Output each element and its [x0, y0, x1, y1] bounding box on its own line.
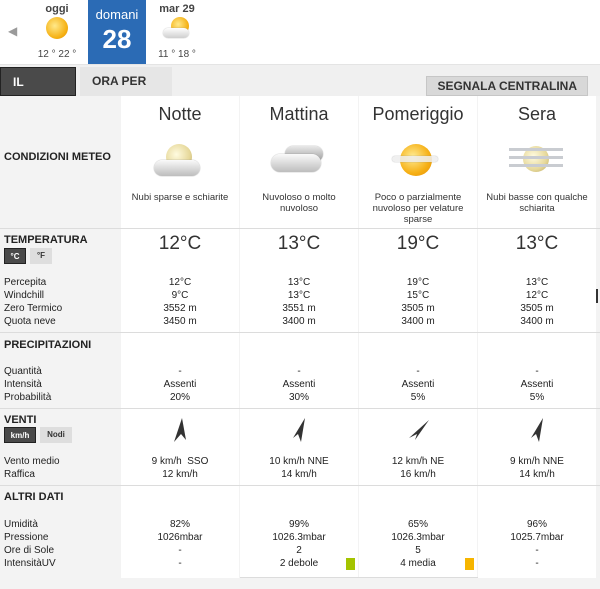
unit-knots-button[interactable]: Nodi [40, 427, 72, 443]
section-other: ALTRI DATI [4, 491, 64, 503]
wind-avg-value: 9 km/h SSO [151, 456, 209, 467]
day-today[interactable] [28, 0, 86, 64]
sun-veiled-icon [386, 140, 450, 184]
sun-icon [46, 17, 68, 39]
forecast-table [0, 96, 600, 589]
label-humidity: Umidità [4, 519, 38, 530]
windchill-value: 13°C [287, 290, 311, 301]
sun-hours-value: 5 [415, 545, 421, 556]
divider [240, 577, 478, 578]
section-wind: VENTI [4, 414, 37, 426]
arrow-up-right-icon [405, 418, 433, 442]
probability-value: 5% [410, 392, 426, 403]
day-tuesday[interactable] [148, 0, 206, 64]
freezing-level-value: 3505 m [401, 303, 435, 314]
divider [0, 408, 600, 409]
clouds-icon [267, 140, 331, 184]
temperature-main: 12°C [158, 233, 202, 254]
label-snow-level: Quota neve [4, 316, 56, 327]
day-temps: 11 ° 18 ° [158, 49, 196, 60]
uv-value: 2 debole [279, 558, 319, 569]
day-number: 28 [102, 24, 132, 54]
humidity-value: 82% [169, 519, 190, 530]
probability-value: 30% [288, 392, 309, 403]
freezing-level-value: 3552 m [163, 303, 197, 314]
gust-value: 12 km/h [162, 469, 198, 480]
wind-avg-value: 12 km/h NE [391, 456, 445, 467]
moon-fog-icon [505, 140, 569, 184]
temperature-main: 19°C [396, 233, 440, 254]
label-probability: Probabilità [4, 392, 52, 403]
snow-level-value: 3400 m [401, 316, 435, 327]
day-selector [0, 0, 600, 64]
label-sun-hours: Ore di Sole [4, 545, 55, 556]
condition-desc: Nuvoloso o molto nuvoloso [262, 192, 336, 214]
wind-avg-value: 9 km/h NNE [510, 456, 564, 467]
uv-value: - [535, 558, 539, 569]
pressure-value: 1026mbar [157, 532, 203, 543]
label-intensity: Intensità [4, 379, 42, 390]
view-tabs [0, 64, 600, 96]
day-name: mar 29 [159, 3, 195, 15]
condition-desc: Nubi basse con qualche schiarita [486, 192, 588, 214]
perceived-value: 13°C [525, 277, 549, 288]
label-wind-avg: Vento medio [4, 456, 60, 467]
uv-level-indicator [465, 558, 474, 570]
unit-celsius-button[interactable]: °C [4, 248, 26, 264]
snow-level-value: 3400 m [520, 316, 554, 327]
section-precipitation: PRECIPITAZIONI [4, 339, 92, 351]
quantity-value: - [535, 366, 539, 377]
humidity-value: 65% [407, 519, 428, 530]
arrow-up-right-icon [527, 416, 547, 444]
gust-value: 14 km/h [281, 469, 317, 480]
snow-level-value: 3450 m [163, 316, 197, 327]
perceived-value: 13°C [287, 277, 311, 288]
freezing-level-value: 3551 m [282, 303, 316, 314]
pressure-value: 1025.7mbar [510, 532, 564, 543]
condition-desc: Nubi sparse e schiarite [131, 192, 229, 203]
label-freezing-level: Zero Termico [4, 303, 63, 314]
day-name: oggi [45, 3, 69, 15]
uv-value: - [178, 558, 182, 569]
perceived-value: 12°C [168, 277, 192, 288]
section-conditions: CONDIZIONI METEO [4, 151, 111, 163]
quantity-value: - [297, 366, 301, 377]
divider [0, 228, 600, 229]
unit-kmh-button[interactable]: km/h [4, 427, 36, 443]
arrow-up-right-icon [289, 416, 309, 444]
label-quantity: Quantità [4, 366, 42, 377]
period-header: Notte [158, 104, 202, 124]
prev-day-icon[interactable]: ◀ [8, 24, 18, 38]
temperature-main: 13°C [515, 233, 559, 254]
period-header: Pomeriggio [372, 104, 464, 124]
humidity-value: 96% [526, 519, 547, 530]
tab-ora-per-ora[interactable]: ORA PER [80, 67, 172, 96]
intensity-value: Assenti [520, 379, 554, 390]
temperature-main: 13°C [277, 233, 321, 254]
day-name: domani [95, 7, 139, 22]
divider [0, 485, 600, 486]
quantity-value: - [178, 366, 182, 377]
uv-level-indicator [346, 558, 355, 570]
probability-value: 20% [169, 392, 190, 403]
gust-value: 16 km/h [400, 469, 436, 480]
label-perceived: Percepita [4, 277, 47, 288]
day-tomorrow-selected[interactable] [88, 0, 146, 64]
condition-desc: Poco o parzialmente nuvoloso per velature sparse [372, 192, 464, 225]
period-header: Sera [517, 104, 557, 124]
intensity-value: Assenti [163, 379, 197, 390]
label-uv: IntensitàUV [4, 558, 56, 569]
divider [0, 332, 600, 333]
period-header: Mattina [269, 104, 329, 124]
label-gust: Raffica [4, 469, 35, 480]
unit-fahrenheit-button[interactable]: °F [30, 248, 52, 264]
sun-hours-value: - [535, 545, 539, 556]
uv-value: 4 media [400, 558, 436, 569]
scroll-indicator[interactable] [596, 289, 600, 303]
arrow-up-icon [170, 416, 190, 444]
snow-level-value: 3400 m [282, 316, 316, 327]
sun-hours-value: 2 [296, 545, 302, 556]
perceived-value: 19°C [406, 277, 430, 288]
day-temps: 12 ° 22 ° [37, 49, 77, 60]
section-temperature: TEMPERATURA [4, 234, 88, 246]
probability-value: 5% [529, 392, 545, 403]
windchill-value: 12°C [525, 290, 549, 301]
intensity-value: Assenti [401, 379, 435, 390]
wind-avg-value: 10 km/h NNE [269, 456, 329, 467]
freezing-level-value: 3505 m [520, 303, 554, 314]
humidity-value: 99% [288, 519, 309, 530]
windchill-value: 15°C [406, 290, 430, 301]
windchill-value: 9°C [171, 290, 189, 301]
report-station-button[interactable]: SEGNALA CENTRALINA [426, 76, 588, 96]
gust-value: 14 km/h [519, 469, 555, 480]
moon-cloud-icon [148, 140, 212, 184]
tab-il-giorno[interactable]: IL [0, 67, 76, 96]
label-pressure: Pressione [4, 532, 49, 543]
intensity-value: Assenti [282, 379, 316, 390]
sun-hours-value: - [178, 545, 182, 556]
cloud-sun-icon [161, 17, 193, 41]
label-windchill: Windchill [4, 290, 45, 301]
quantity-value: - [416, 366, 420, 377]
pressure-value: 1026.3mbar [272, 532, 326, 543]
pressure-value: 1026.3mbar [391, 532, 445, 543]
